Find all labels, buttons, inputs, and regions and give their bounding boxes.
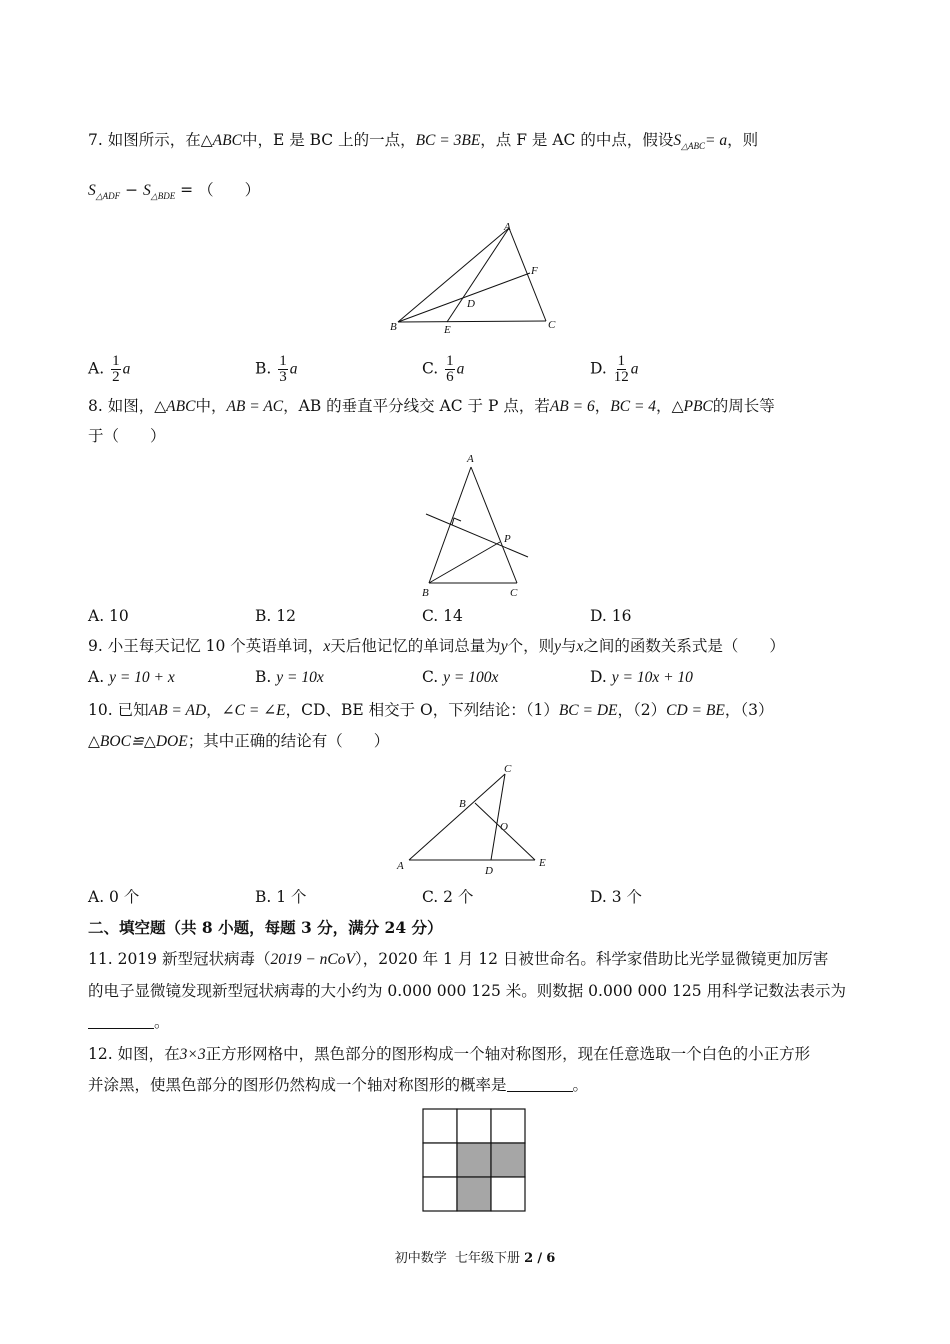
q9-option-expr: y = 10 + x	[109, 669, 175, 686]
q8-text: 于（ ）	[88, 427, 166, 445]
q8-line1	[88, 396, 775, 417]
q7-seg-ab	[398, 228, 509, 322]
grid-cell-white[interactable]	[423, 1109, 457, 1143]
q8-option-d[interactable]	[590, 606, 631, 626]
q10-option-label: B. 1 个	[255, 888, 307, 906]
q8-label-a: A	[467, 453, 474, 465]
q10-line1	[88, 700, 773, 721]
q8-option-a[interactable]	[88, 606, 129, 626]
q11-line3	[88, 1012, 170, 1032]
q12-answer-blank[interactable]	[507, 1077, 573, 1092]
grid-cell-white[interactable]	[423, 1177, 457, 1211]
q7-label-d: D	[467, 298, 475, 310]
q11-text: 。	[154, 1013, 170, 1031]
q9-var: y	[554, 638, 562, 655]
q10-text: 已知	[117, 701, 149, 719]
q7-expr: S	[88, 182, 96, 199]
q7-frac-den: 12	[613, 369, 629, 385]
q11-answer-blank[interactable]	[88, 1014, 154, 1029]
footer-grade: 七年级下册	[455, 1251, 521, 1266]
q7-number: 7.	[88, 131, 103, 149]
q7-frac-den: 3	[279, 369, 287, 385]
q8-option-label: B. 12	[255, 607, 296, 625]
q8-label-c: C	[510, 587, 518, 599]
q8-relation: BC = 4	[610, 398, 657, 415]
q10-line2	[88, 731, 389, 752]
q8-text: 中，	[195, 397, 227, 415]
q10-text: ，（3）	[724, 701, 774, 719]
q11-line1	[88, 949, 828, 970]
grid-cell-shaded	[457, 1143, 491, 1177]
q7-area-eq: = a	[705, 132, 728, 149]
q8-relation: AB = 6	[549, 398, 595, 415]
q7-fraction	[111, 354, 121, 385]
q9-option-label: D.	[590, 668, 607, 686]
q7-paren: = （ ）	[180, 181, 261, 199]
q7-label-b: B	[390, 321, 397, 333]
q9-option-d[interactable]	[590, 667, 693, 688]
footer-total: 6	[546, 1251, 556, 1266]
section-title	[88, 918, 443, 938]
q12-text: 。	[572, 1076, 589, 1094]
q9-var: x	[323, 638, 331, 655]
q12-grid	[422, 1108, 526, 1212]
q10-text: ，CD、BE 相交于 O，下列结论：（1）	[285, 701, 559, 719]
q10-seg-ac	[409, 774, 505, 860]
q10-seg-cd	[491, 774, 505, 860]
q9-line1	[88, 636, 785, 657]
q10-option-b[interactable]	[255, 887, 307, 907]
q7-frac-num: 1	[446, 353, 454, 369]
section-title-text: 二、填空题（共 8 小题，每题 3 分，满分 24 分）	[88, 918, 443, 937]
q8-option-label: C. 14	[422, 607, 463, 625]
q7-frac-den: 6	[446, 369, 454, 385]
q10-option-d[interactable]	[590, 887, 642, 907]
q7-seg-ac	[509, 228, 546, 321]
q8-triangle: △PBC	[671, 398, 713, 415]
q12-text: 并涂黑，使黑色部分的图形仍然构成一个轴对称图形的概率是	[88, 1076, 507, 1094]
q8-option-c[interactable]	[422, 606, 463, 626]
q8-seg-ac	[471, 467, 517, 583]
q11-text: ），2020 年 1 月 12 日被世命名。科学家借助比光学显微镜更加厉害	[355, 950, 829, 968]
q12-text: 正方形网格中，黑色部分的图形构成一个轴对称图形，现在任意选取一个白色的小正方形	[205, 1045, 811, 1063]
q8-figure	[418, 450, 533, 602]
q7-expr-sub: △BDE	[150, 191, 176, 201]
q11-text: 2019 新型冠状病毒（	[117, 950, 271, 968]
q7-figure	[388, 218, 568, 338]
q9-option-c[interactable]	[422, 667, 498, 688]
q12-expr: 3×3	[179, 1046, 206, 1063]
q10-label-d: D	[485, 865, 493, 877]
q10-relation: CD = BE	[666, 702, 725, 719]
q7-text: 中，E 是 BC 上的一点，	[241, 131, 416, 149]
q8-perp-bisector	[426, 514, 528, 557]
q7-option-var: a	[630, 360, 639, 378]
q7-line1	[88, 130, 758, 156]
q8-option-label: D. 16	[590, 607, 632, 625]
q10-label-a: A	[397, 860, 404, 872]
q8-option-b[interactable]	[255, 606, 296, 626]
q7-line2	[88, 180, 260, 206]
q8-line2	[88, 426, 166, 446]
q10-label-c: C	[504, 763, 512, 775]
q9-text: 与	[561, 637, 577, 655]
q7-frac-den: 2	[112, 369, 120, 385]
q8-label-p: P	[504, 533, 511, 545]
q7-minus: −	[125, 181, 139, 199]
q7-fraction	[614, 354, 629, 385]
q8-relation: AB = AC	[226, 398, 284, 415]
q9-var: x	[576, 638, 584, 655]
q7-option-label: A.	[88, 359, 105, 378]
q10-text: ，	[206, 701, 222, 719]
q7-option-label: D.	[590, 359, 607, 378]
page-footer	[0, 1247, 950, 1266]
q9-option-a[interactable]	[88, 667, 175, 688]
q7-option-var: a	[289, 360, 298, 378]
q8-seg-bp	[429, 542, 500, 583]
q9-text: 小王每天记忆 10 个英语单词，	[107, 637, 324, 655]
q10-label-b: B	[459, 798, 466, 810]
q11-expr: 2019 − nCoV	[270, 951, 355, 968]
q7-frac-num: 1	[617, 353, 625, 369]
q7-label-e: E	[444, 324, 451, 336]
q12-line1	[88, 1044, 810, 1065]
q12-line2	[88, 1075, 588, 1095]
footer-sep: /	[537, 1251, 543, 1266]
q8-text: 如图，	[107, 397, 155, 415]
q9-option-label: B.	[255, 668, 272, 686]
q7-option-b[interactable]	[255, 354, 298, 385]
q10-relation: ∠C = ∠E	[221, 702, 286, 719]
q9-option-expr: y = 10x + 10	[611, 669, 693, 686]
footer-page: 2	[524, 1251, 534, 1266]
q7-option-label: B.	[255, 359, 272, 378]
q7-fraction	[445, 354, 455, 385]
q7-seg-bc	[398, 321, 546, 322]
q9-number: 9.	[88, 637, 103, 655]
q9-text: 个，则	[507, 637, 555, 655]
q8-text: 的周长等	[712, 397, 775, 415]
q11-number: 11.	[88, 950, 113, 968]
q7-expr-sub: △ADF	[95, 191, 121, 201]
q7-option-label: C.	[422, 359, 439, 378]
q8-text: ，	[594, 397, 611, 415]
q10-text: ，（2）	[617, 701, 667, 719]
grid-cell-white[interactable]	[457, 1109, 491, 1143]
q12-text: 如图，在	[117, 1045, 180, 1063]
q11-line2	[88, 981, 846, 1001]
q7-relation: BC = 3BE	[415, 132, 481, 149]
q10-option-label: C. 2 个	[422, 888, 474, 906]
q9-option-label: A.	[88, 668, 105, 686]
q10-relation: BC = DE	[558, 702, 618, 719]
q7-frac-num: 1	[112, 353, 120, 369]
q7-text: ，点 F 是 AC 的中点，假设	[480, 131, 674, 149]
q7-option-d[interactable]	[590, 354, 639, 385]
q10-option-c[interactable]	[422, 887, 473, 907]
q10-text: ；其中正确的结论有（ ）	[187, 732, 390, 750]
q10-option-label: A. 0 个	[88, 888, 140, 906]
q10-label-e: E	[539, 857, 546, 869]
q7-frac-num: 1	[279, 353, 287, 369]
q9-option-expr: y = 10x	[276, 669, 324, 686]
q8-number: 8.	[88, 397, 103, 415]
q7-label-a: A	[504, 221, 511, 233]
q10-label-o: O	[500, 821, 508, 833]
grid-cell-shaded	[457, 1177, 491, 1211]
q7-option-a[interactable]	[88, 354, 130, 385]
q10-relation: △BOC≌△DOE	[88, 733, 188, 750]
q12-number: 12.	[88, 1045, 113, 1063]
q9-option-label: C.	[422, 668, 439, 686]
q10-option-a[interactable]	[88, 887, 139, 907]
q8-right-angle	[452, 518, 461, 525]
q7-text: ，则	[727, 131, 759, 149]
q8-option-label: A. 10	[88, 607, 129, 625]
q10-option-label: D. 3 个	[590, 888, 643, 906]
q11-text: 的电子显微镜发现新型冠状病毒的大小约为 0.000 000 125 米。则数据 0.000 000 125 用科学记数法表示为	[88, 982, 847, 1000]
q7-option-c[interactable]	[422, 354, 464, 385]
grid-cell-shaded	[491, 1143, 525, 1177]
q8-seg-ab	[429, 467, 471, 583]
q7-text: 如图所示，在	[107, 131, 201, 149]
q8-text: ，	[656, 397, 672, 415]
grid-cell-white[interactable]	[423, 1143, 457, 1177]
q9-text: 天后他记忆的单词总量为	[330, 637, 501, 655]
q7-seg-bf	[398, 273, 530, 322]
q10-figure	[393, 758, 561, 882]
q10-number: 10.	[88, 701, 113, 719]
q7-area: S	[673, 132, 682, 149]
q8-label-b: B	[422, 587, 429, 599]
q7-triangle: △ABC	[200, 132, 242, 149]
q9-option-b[interactable]	[255, 667, 324, 688]
q9-option-expr: y = 100x	[443, 669, 499, 686]
q9-var: y	[500, 638, 508, 655]
q10-relation: AB = AD	[148, 702, 207, 719]
grid-cell-white[interactable]	[491, 1177, 525, 1211]
q8-triangle: △ABC	[154, 398, 196, 415]
q8-text: ，AB 的垂直平分线交 AC 于 P 点，若	[283, 397, 550, 415]
q7-seg-ae	[447, 228, 509, 322]
q7-label-c: C	[548, 319, 556, 331]
q7-expr: S	[143, 182, 151, 199]
q7-label-f: F	[531, 265, 538, 277]
q7-option-var: a	[456, 360, 465, 378]
q9-text: 之间的函数关系式是（ ）	[583, 637, 785, 655]
grid-cell-white[interactable]	[491, 1109, 525, 1143]
footer-subject: 初中数学	[394, 1251, 447, 1266]
q7-area-sub: △ABC	[681, 141, 705, 151]
q7-option-var: a	[122, 360, 131, 378]
q7-fraction	[278, 354, 288, 385]
